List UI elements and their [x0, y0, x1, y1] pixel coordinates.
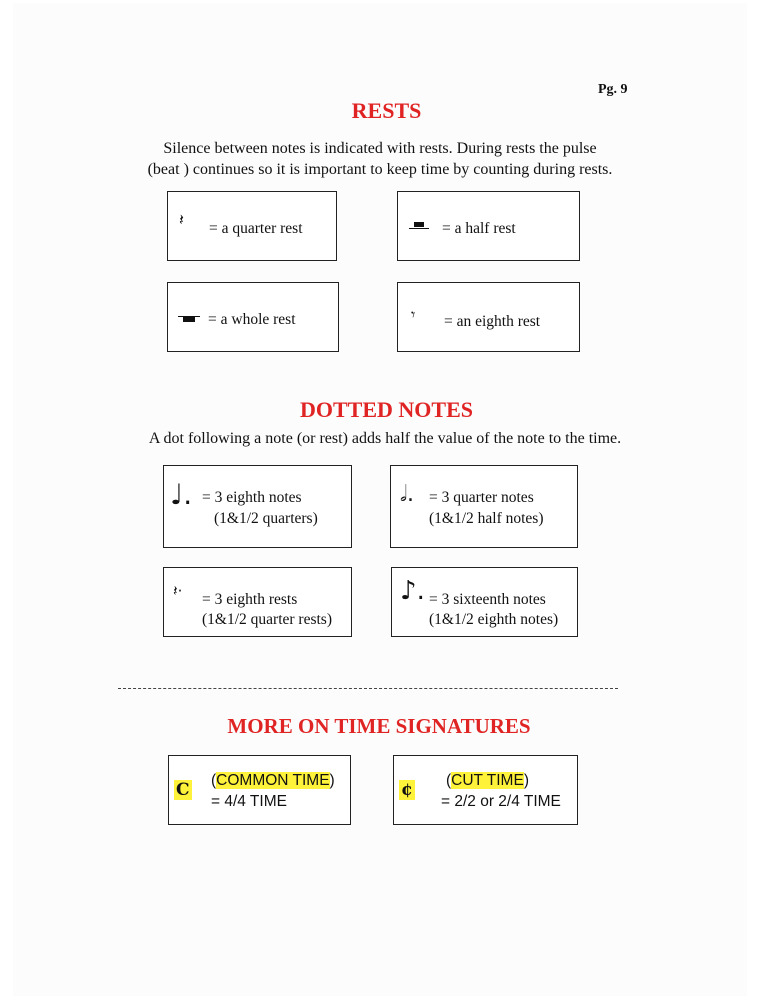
rests-heading: RESTS — [351, 98, 422, 123]
dotted-notes-heading: DOTTED NOTES — [300, 397, 473, 422]
rests-intro-line2: (beat ) continues so it is important to keep time by counting during rests. — [147, 161, 613, 178]
dotted-quarter-rest-box — [163, 567, 352, 637]
dotted-quarter-rest-icon: 𝄽· — [173, 582, 183, 600]
dotted-quarter-note-icon: ♩. — [170, 478, 193, 511]
dotted-quarter-box — [163, 465, 352, 548]
dotted-quarter-line1: = 3 eighth notes — [202, 489, 302, 506]
common-time-value: = 4/4 TIME — [211, 793, 287, 810]
dotted-half-line1: = 3 quarter notes — [429, 489, 534, 506]
cut-time-symbol-icon: ¢ — [401, 780, 413, 800]
whole-rest-label: = a whole rest — [208, 311, 296, 328]
rests-intro-line1: Silence between notes is indicated with rests. During rests the pulse — [163, 140, 597, 157]
half-rest-label: = a half rest — [442, 220, 516, 237]
whole-rest-box — [167, 282, 339, 352]
whole-rest-icon — [178, 316, 200, 323]
dotted-half-line2: (1&1/2 half notes) — [429, 510, 544, 527]
dotted-notes-intro: A dot following a note (or rest) adds half the value of the note to the time. — [148, 430, 622, 447]
eighth-rest-label: = an eighth rest — [444, 313, 541, 330]
common-time-box — [168, 755, 351, 825]
common-time-symbol-icon: C — [176, 780, 190, 800]
dotted-eighth-note-icon: ♪. — [400, 576, 425, 606]
cut-time-value: = 2/2 or 2/4 TIME — [441, 793, 561, 810]
page-number: Pg. 9 — [598, 82, 628, 97]
dotted-quarter-rest-line1: = 3 eighth rests — [202, 591, 298, 608]
quarter-rest-box — [167, 191, 337, 261]
rests-intro — [110, 138, 650, 180]
cut-time-highlight: CUT TIME — [451, 772, 524, 789]
common-time-highlight: COMMON TIME — [216, 772, 330, 789]
quarter-rest-icon: 𝄽 — [179, 210, 184, 229]
dotted-half-note-icon: 𝅗𝅥. — [400, 482, 414, 507]
section-divider — [118, 688, 618, 689]
dotted-quarter-line2: (1&1/2 quarters) — [214, 510, 318, 527]
dotted-eighth-line2: (1&1/2 eighth notes) — [429, 611, 559, 628]
dotted-quarter-rest-line2: (1&1/2 quarter rests) — [202, 611, 332, 628]
cut-time-name: (CUT TIME) — [446, 772, 529, 789]
half-rest-icon — [409, 222, 429, 229]
cut-time-box — [393, 755, 578, 825]
time-signatures-heading: MORE ON TIME SIGNATURES — [227, 714, 531, 738]
dotted-eighth-line1: = 3 sixteenth notes — [429, 591, 546, 608]
half-rest-box — [397, 191, 580, 261]
dotted-half-box — [390, 465, 578, 548]
eighth-rest-icon: 𝄾 — [411, 305, 416, 324]
eighth-rest-box — [397, 282, 580, 352]
common-time-name: (COMMON TIME) — [211, 772, 335, 789]
dotted-eighth-box — [391, 567, 578, 637]
quarter-rest-label: = a quarter rest — [209, 220, 303, 237]
